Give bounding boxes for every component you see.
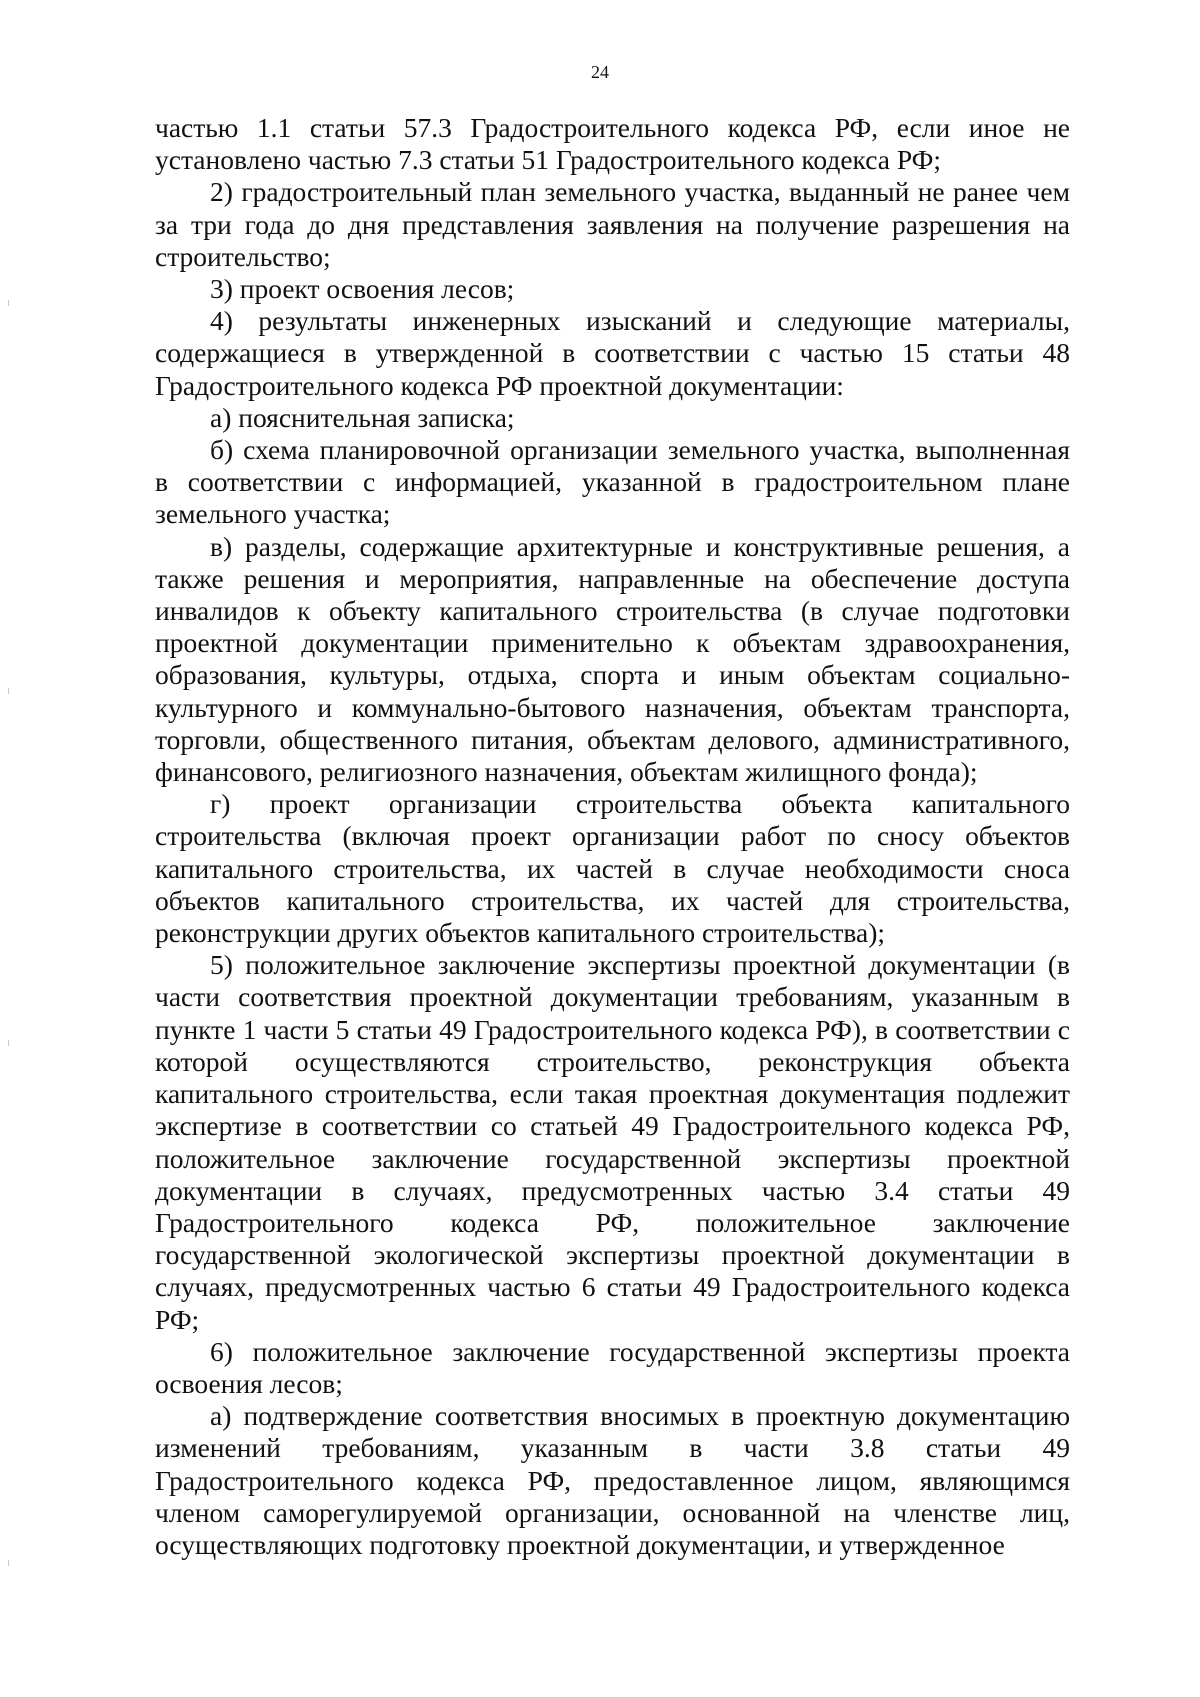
page-number: 24 xyxy=(591,62,609,82)
paragraph-subitem-b: б) схема планировочной организации земельного участка, выполненная в соответствии с информацией, указанной в градостроительном плане земельного участка; xyxy=(155,434,1070,530)
scan-edge-mark xyxy=(8,1040,9,1046)
scan-edge-mark xyxy=(8,300,9,306)
paragraph-item-3: 3) проект освоения лесов; xyxy=(210,273,515,305)
paragraph-item-2: 2) градостроительный план земельного участка, выданный не ранее чем за три года до дня представления заявления на получение разрешения на строительство; xyxy=(155,176,1070,272)
paragraph-subitem-a-2: а) подтверждение соответствия вносимых в проектную документацию изменений требованиям, указанным в части 3.8 статьи 49 Градостроительного кодекса РФ, предоставленное лицом, являющимся членом саморегулируемой организации, основанной на членстве лиц, осуществляющих подготовку проектной документации, и утвержденное xyxy=(155,1400,1070,1560)
paragraph-subitem-g: г) проект организации строительства объекта капитального строительства (включая проект организации работ по сносу объектов капитального строительства, их частей в случае необходимости сноса объектов капитального строительства, их частей для строительства, реконструкции других объектов капитального строительства); xyxy=(155,788,1070,949)
paragraph-item-5: 5) положительное заключение экспертизы проектной документации (в части соответствия проектной документации требованиям, указанным в пункте 1 части 5 статьи 49 Градостроительного кодекса РФ), в соответствии с которой осуществляются строительство, реконструкция объекта капитального строительства, если такая проектная документация подлежит экспертизе в соответствии со статьей 49 Градостроительного кодекса РФ, положительное заключение государственной экспертизы проектной документации в случаях, предусмотренных частью 3.4 статьи 49 Градостроительного кодекса РФ, положительное заключение государственной экологической экспертизы проектной документации в случаях, предусмотренных частью 6 статьи 49 Градостроительного кодекса РФ; xyxy=(155,949,1070,1335)
paragraph-subitem-v: в) разделы, содержащие архитектурные и конструктивные решения, а также решения и мероприятия, направленные на обеспечение доступа инвалидов к объекту капитального строительства (в случае подготовки проектной документации применительно к объектам здравоохранения, образования, культуры, отдыха, спорта и иным объектам социально-культурного и коммунально-бытового назначения, объектам транспорта, торговли, общественного питания, объектам делового, административного, финансового, религиозного назначения, объектам жилищного фонда); xyxy=(155,530,1070,788)
document-body xyxy=(155,112,1070,1561)
scan-edge-mark xyxy=(8,688,9,694)
paragraph-continuation: частью 1.1 статьи 57.3 Градостроительного кодекса РФ, если иное не установлено частью 7.3 статьи 51 Градостроительного кодекса РФ; xyxy=(155,112,1070,176)
paragraph-item-6: 6) положительное заключение государственной экспертизы проекта освоения лесов; xyxy=(155,1335,1070,1399)
scan-edge-mark xyxy=(8,1560,9,1566)
paragraph-subitem-a: а) пояснительная записка; xyxy=(210,401,515,433)
paragraph-item-4: 4) результаты инженерных изысканий и следующие материалы, содержащиеся в утвержденной в соответствии с частью 15 статьи 48 Градостроительного кодекса РФ проектной документации: xyxy=(155,305,1070,401)
